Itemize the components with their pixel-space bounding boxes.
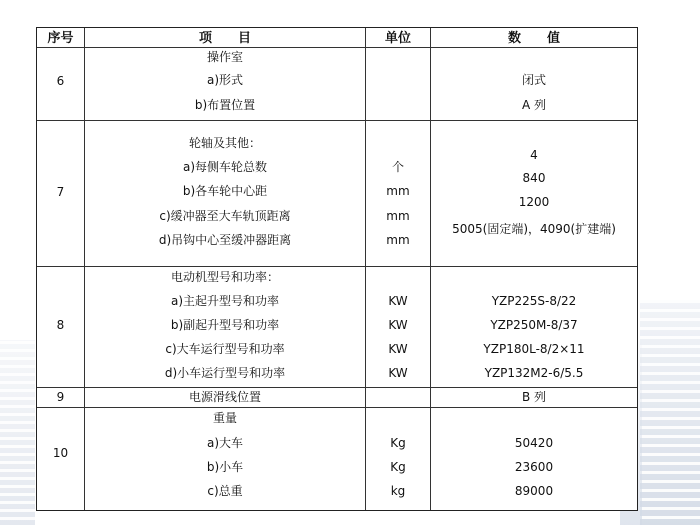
- item-value: YZP180L-8/2×11: [483, 342, 585, 356]
- item-unit: 个: [391, 160, 404, 174]
- item-label: b)布置位置: [194, 98, 256, 112]
- row-divider: [37, 407, 637, 408]
- group-number: 9: [56, 390, 65, 404]
- item-label: c)缓冲器至大车轨顶距离: [159, 209, 291, 223]
- item-label: 电源滑线位置: [188, 390, 261, 404]
- item-title: 轮轴及其他：: [188, 136, 261, 150]
- item-value: 5005(固定端)，4090(扩建端): [452, 222, 616, 236]
- item-label: b)小车: [206, 460, 244, 474]
- item-value: A 列: [521, 98, 547, 112]
- item-label: b)副起升型号和功率: [170, 318, 280, 332]
- item-title: 电动机型号和功率：: [170, 270, 279, 284]
- background-building-decoration: [640, 300, 700, 525]
- item-value: 23600: [514, 460, 554, 474]
- item-unit: KW: [388, 318, 408, 332]
- group-number: 10: [52, 446, 69, 460]
- spec-table: [36, 27, 638, 511]
- item-title: 操作室: [206, 50, 243, 64]
- item-label: a)主起升型号和功率: [170, 294, 280, 308]
- header-unit: 单位: [384, 31, 411, 46]
- item-label: d)小车运行型号和功率: [164, 366, 286, 380]
- item-value: 1200: [518, 195, 550, 209]
- item-value: YZP250M-8/37: [490, 318, 578, 332]
- item-label: c)总重: [207, 484, 243, 498]
- item-value: YZP132M2-6/5.5: [484, 366, 584, 380]
- header-value: 数 值: [507, 31, 560, 46]
- item-title: 重量: [212, 411, 237, 425]
- item-unit: mm: [386, 209, 410, 223]
- group-number: 6: [56, 74, 65, 88]
- row-divider: [37, 120, 637, 121]
- row-divider: [37, 387, 637, 388]
- item-unit: KW: [388, 366, 408, 380]
- item-label: d)吊钩中心至缓冲器距离: [158, 233, 292, 247]
- group-number: 8: [56, 318, 65, 332]
- item-unit: mm: [386, 184, 410, 198]
- item-label: a)大车: [206, 436, 244, 450]
- item-value: 4: [530, 148, 538, 162]
- item-unit: KW: [388, 342, 408, 356]
- item-value: 闭式: [521, 73, 546, 87]
- item-value: 840: [522, 171, 546, 185]
- header-item: 项 目: [198, 31, 251, 46]
- item-value: YZP225S-8/22: [491, 294, 577, 308]
- item-value: 89000: [514, 484, 554, 498]
- row-divider: [37, 47, 637, 48]
- item-label: a)每侧车轮总数: [182, 160, 268, 174]
- item-label: a)形式: [206, 73, 244, 87]
- header-seq: 序号: [47, 31, 74, 46]
- item-value: 50420: [514, 436, 554, 450]
- item-unit: KW: [388, 294, 408, 308]
- group-number: 7: [56, 185, 65, 199]
- item-unit: kg: [390, 484, 406, 498]
- item-value: B 列: [521, 390, 547, 404]
- item-label: b)各车轮中心距: [182, 184, 268, 198]
- background-building-decoration-left: [0, 340, 35, 525]
- item-unit: mm: [386, 233, 410, 247]
- row-divider: [37, 266, 637, 267]
- item-unit: Kg: [390, 436, 406, 450]
- item-unit: Kg: [390, 460, 406, 474]
- item-label: c)大车运行型号和功率: [165, 342, 285, 356]
